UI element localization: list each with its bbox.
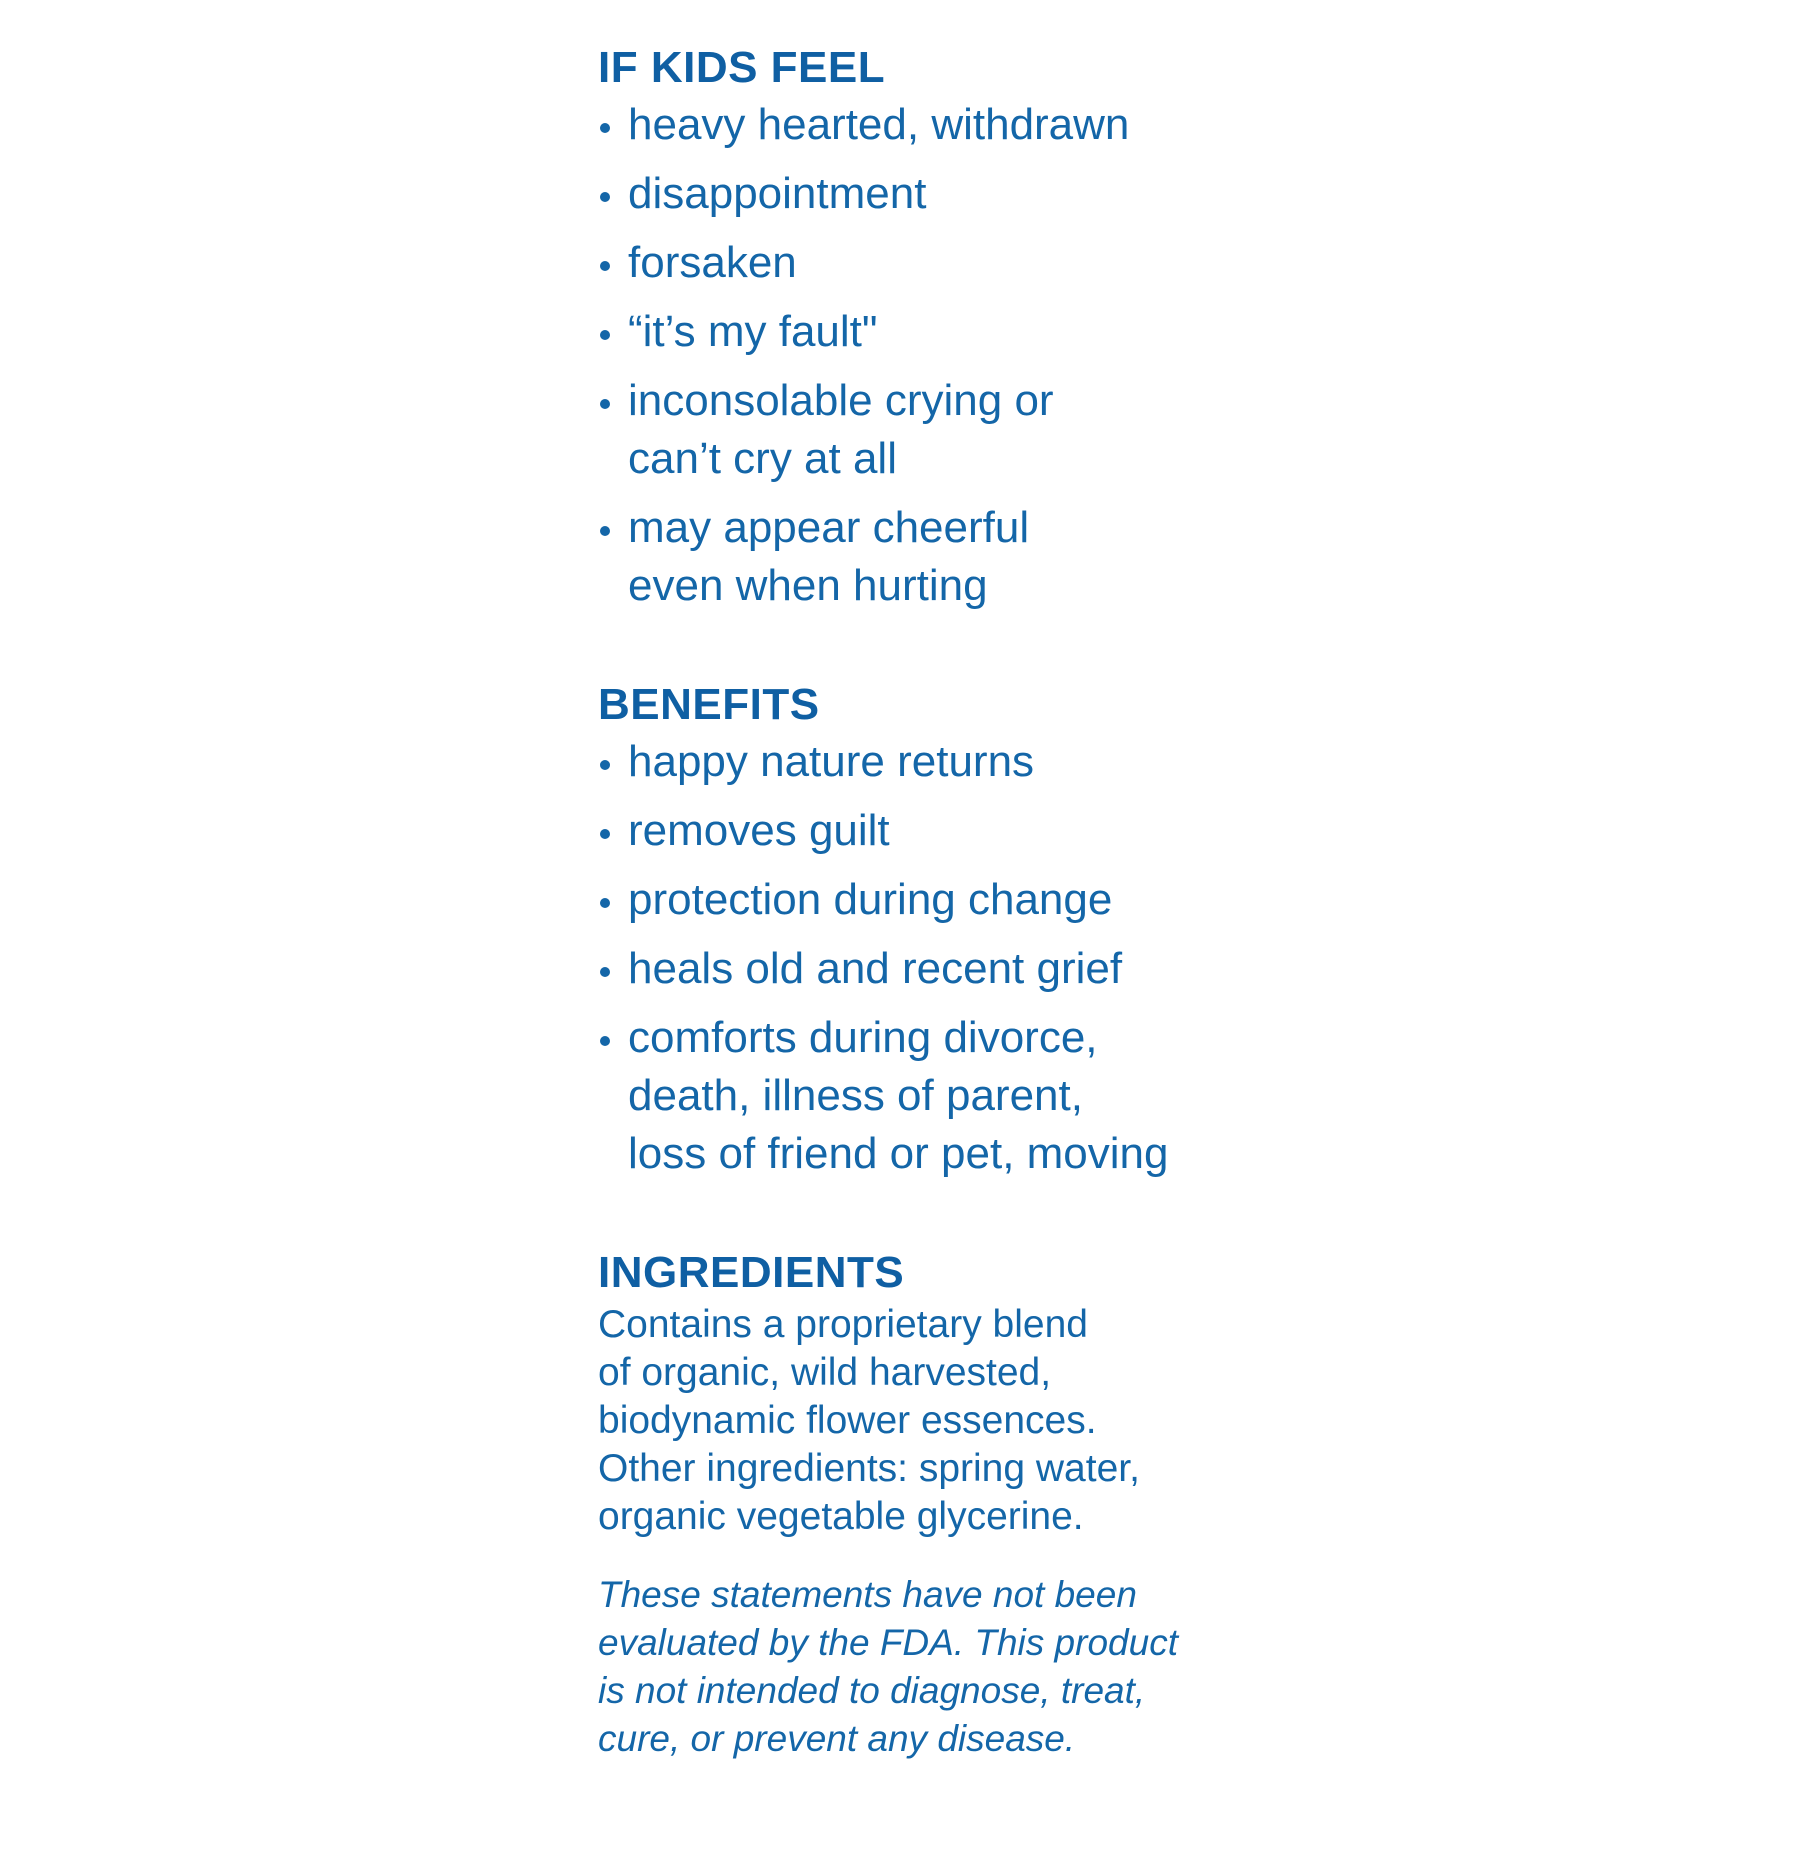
product-label-text: [598, 40, 1298, 1763]
disclaimer-line: cure, or prevent any disease.: [598, 1718, 1076, 1759]
list-item: [598, 802, 1298, 860]
ingredients-section: [598, 1245, 1298, 1763]
bullet-icon: [600, 123, 610, 133]
list-item-text: may appear cheerful: [628, 503, 1030, 552]
disclaimer-line: evaluated by the FDA. This product: [598, 1622, 1178, 1663]
bullet-icon: [600, 399, 610, 409]
ingredients-text: [598, 1301, 1298, 1541]
bullet-icon: [600, 192, 610, 202]
list-item: [598, 871, 1298, 929]
ingredients-line: Contains a proprietary blend: [598, 1303, 1088, 1346]
bullet-icon: [600, 330, 610, 340]
bullet-icon: [600, 898, 610, 908]
list-item: [598, 733, 1298, 791]
list-item-text: loss of friend or pet, moving: [628, 1129, 1169, 1178]
bullet-icon: [600, 967, 610, 977]
benefits-section: [598, 677, 1298, 1183]
fda-disclaimer: [598, 1571, 1298, 1763]
list-item: [598, 499, 1298, 615]
kids-feel-list: [598, 96, 1298, 615]
bullet-icon: [600, 760, 610, 770]
list-item: [598, 303, 1298, 361]
list-item-text: can’t cry at all: [628, 434, 897, 483]
list-item-text: inconsolable crying or: [628, 376, 1054, 425]
list-item: [598, 372, 1298, 488]
list-item: [598, 165, 1298, 223]
ingredients-heading: INGREDIENTS: [598, 1248, 905, 1297]
bullet-icon: [600, 261, 610, 271]
list-item-text: “it’s my fault": [628, 307, 878, 356]
ingredients-line: of organic, wild harvested,: [598, 1351, 1052, 1394]
disclaimer-line: is not intended to diagnose, treat,: [598, 1670, 1146, 1711]
list-item: [598, 1009, 1298, 1183]
list-item-text: disappointment: [628, 169, 927, 218]
ingredients-line: biodynamic flower essences.: [598, 1399, 1097, 1442]
bullet-icon: [600, 1036, 610, 1046]
benefits-heading: BENEFITS: [598, 680, 820, 729]
ingredients-line: Other ingredients: spring water,: [598, 1447, 1140, 1490]
list-item-text: forsaken: [628, 238, 797, 287]
list-item-text: removes guilt: [628, 806, 890, 855]
list-item-text: even when hurting: [628, 561, 988, 610]
benefits-list: [598, 733, 1298, 1183]
list-item: [598, 234, 1298, 292]
ingredients-line: organic vegetable glycerine.: [598, 1495, 1084, 1538]
list-item-text: protection during change: [628, 875, 1113, 924]
list-item: [598, 96, 1298, 154]
kids-feel-heading: IF KIDS FEEL: [598, 43, 886, 92]
list-item-text: heavy hearted, withdrawn: [628, 100, 1130, 149]
list-item-text: death, illness of parent,: [628, 1071, 1083, 1120]
bullet-icon: [600, 526, 610, 536]
bullet-icon: [600, 829, 610, 839]
disclaimer-line: These statements have not been: [598, 1574, 1137, 1615]
kids-feel-section: [598, 40, 1298, 615]
list-item: [598, 940, 1298, 998]
list-item-text: comforts during divorce,: [628, 1013, 1098, 1062]
list-item-text: happy nature returns: [628, 737, 1035, 786]
list-item-text: heals old and recent grief: [628, 944, 1123, 993]
